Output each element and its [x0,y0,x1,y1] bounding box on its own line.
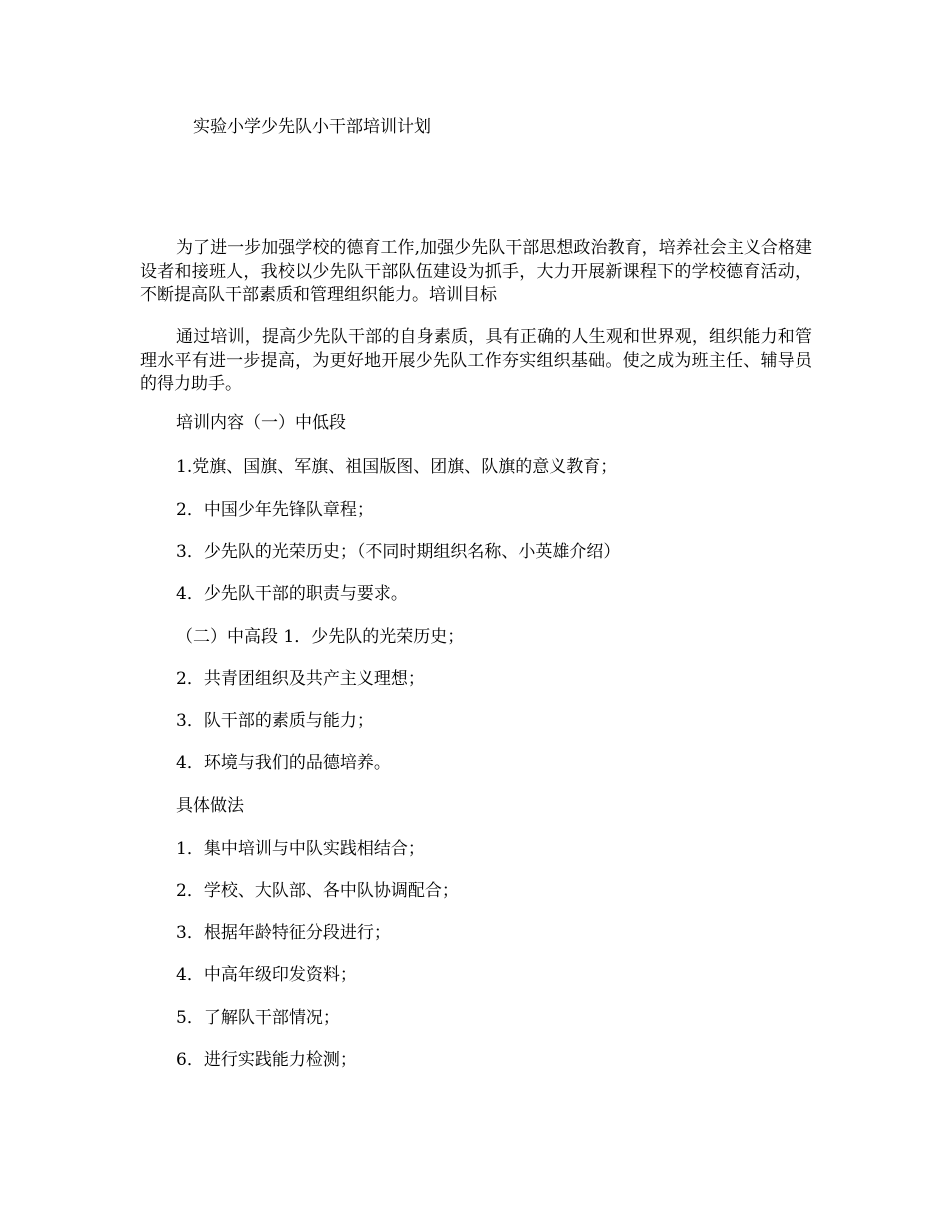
list-item: 1．集中培训与中队实践相结合； [176,839,425,859]
document-title: 实验小学少先队小干部培训计划 [193,117,431,137]
list-item: 2．共青团组织及共产主义理想； [176,669,425,689]
list-item: 5．了解队干部情况； [176,1008,340,1028]
list-item: 4．少先队干部的职责与要求。 [176,584,408,604]
upper-section-heading: （二）中高段 1．少先队的光荣历史； [176,627,465,647]
list-item: 4．环境与我们的品德培养。 [176,753,391,773]
list-item: 3．少先队的光荣历史；（不同时期组织名称、小英雄介绍） [176,542,621,562]
list-item: 6．进行实践能力检测； [176,1050,357,1070]
list-item: 2．中国少年先锋队章程； [176,500,374,520]
list-item: 4．中高年级印发资料； [176,965,357,985]
list-item: 3．根据年龄特征分段进行； [176,923,391,943]
content-heading: 培训内容（一）中低段 [176,413,346,433]
list-item: 1.党旗、国旗、军旗、祖国版图、团旗、队旗的意义教育； [176,457,618,477]
goal-paragraph: 通过培训，提高少先队干部的自身素质，具有正确的人生观和世界观，组织能力和管理水平有进一步提高，为更好地开展少先队工作夯实组织基础。使之成为班主任、辅导员的得力助手。 [140,327,812,394]
intro-paragraph: 为了进一步加强学校的德育工作,加强少先队干部思想政治教育，培养社会主义合格建设者和接班人，我校以少先队干部队伍建设为抓手，大力开展新课程下的学校德育活动，不断提高队干部素质和管理组织能力。培训目标 [140,238,812,305]
list-item: 2．学校、大队部、各中队协调配合； [176,881,459,901]
list-item: 3．队干部的素质与能力； [176,711,374,731]
methods-heading: 具体做法 [176,796,244,816]
